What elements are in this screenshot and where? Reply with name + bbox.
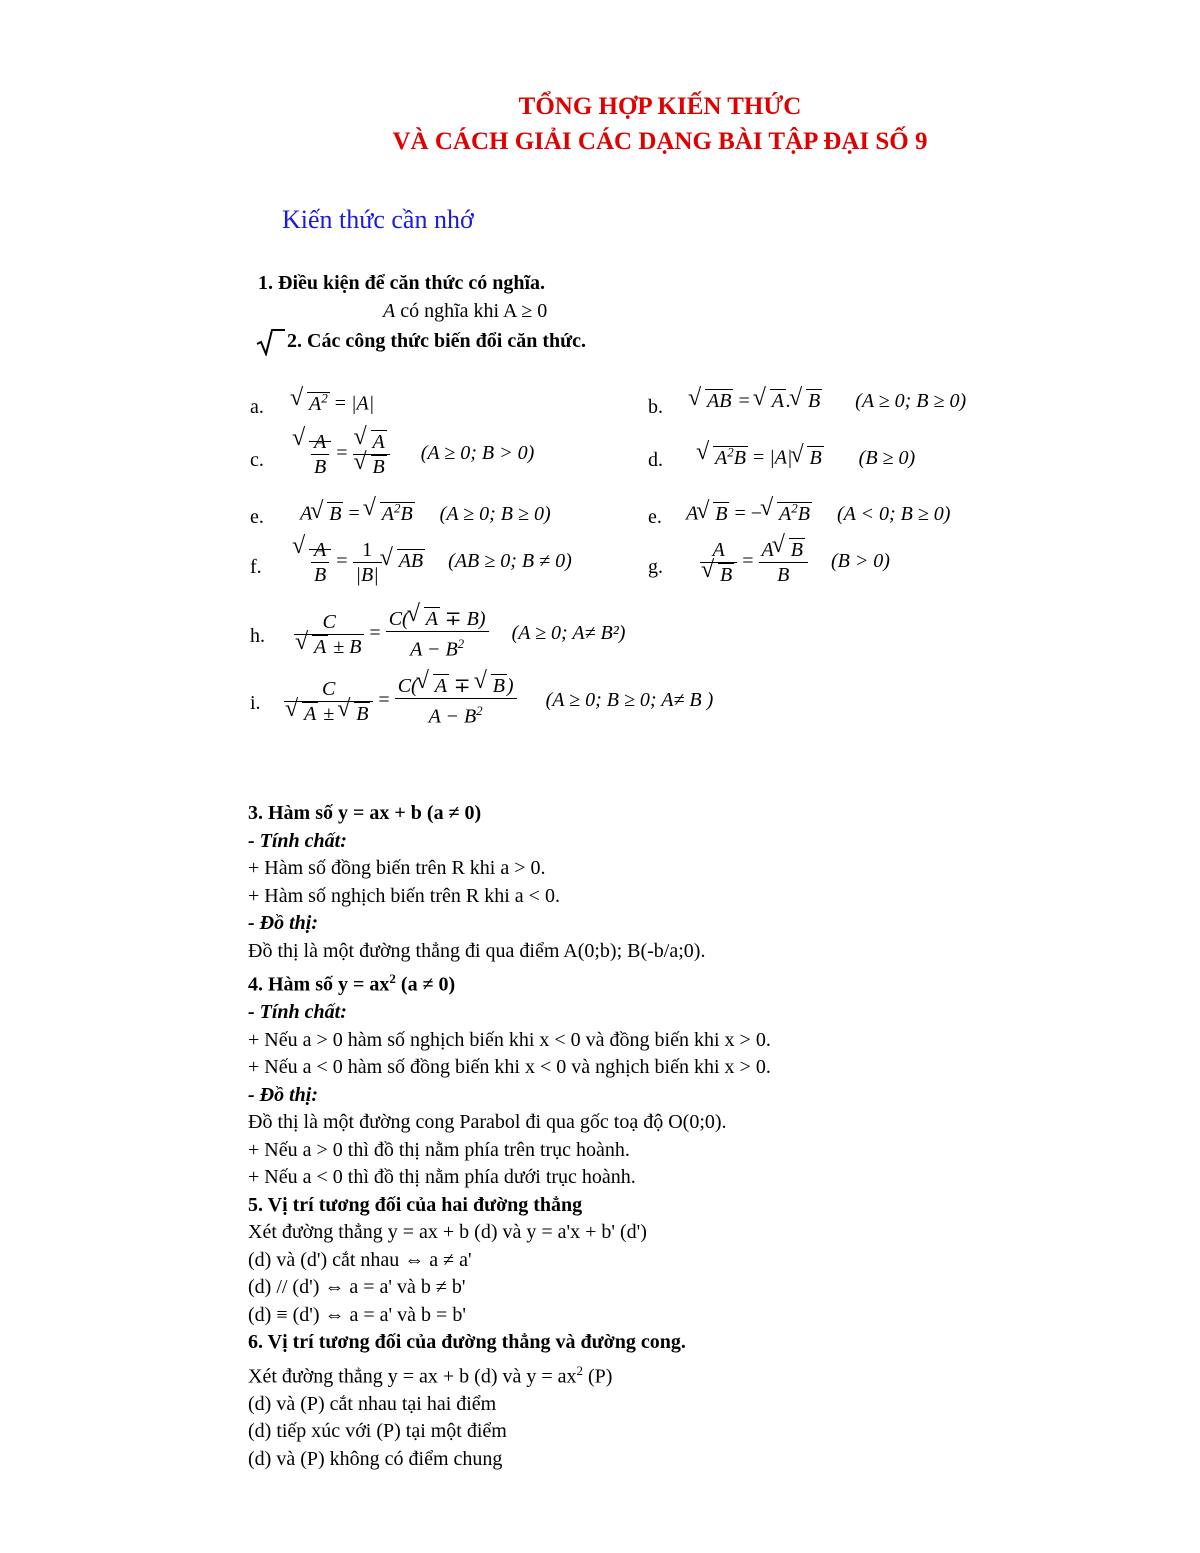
formula-label-e2: e. <box>648 506 662 528</box>
formula-e2: A√ B = −√ $A^2B$ (A < 0; B ≥ 0) <box>686 500 950 526</box>
section-4-graph-text: Đồ thị là một đường cong Parabol đi qua gốc toạ độ O(0;0). <box>248 1111 727 1134</box>
section-6-intro-post: (P) <box>583 1365 613 1388</box>
section-4-graph-1: + Nếu a > 0 thì đồ thị nằm phía trên trục hoành. <box>248 1138 630 1161</box>
body-text <box>248 800 1008 1473</box>
condition-c: (A ≥ 0; B > 0) <box>420 442 535 465</box>
section-5-line-3: (d) ≡ (d') ⇔ a = a' và b = b' <box>248 1303 466 1326</box>
section-5-line-2: (d) // (d') ⇔ a = a' và b ≠ b' <box>248 1276 466 1299</box>
section-3-properties-label: - Tính chất: <box>248 829 347 852</box>
subheading: Kiến thức cần nhớ <box>282 205 474 234</box>
formula-h: C √ A ± B = $\frac{C(√ A \mp B)}{A - B^2}$ (A ≥ 0; A≠ B²) <box>294 607 625 662</box>
formula-label-d: d. <box>648 449 663 471</box>
condition-text: có nghĩa khi A ≥ 0 <box>395 300 548 322</box>
section-4-heading-pre: 4. Hàm số y = ax <box>248 973 390 996</box>
condition-e2: (A < 0; B ≥ 0) <box>836 502 951 525</box>
formula-g: A √ B = $\frac{A√ B}{B}$ (B > 0) <box>700 538 890 587</box>
section-3-property-1: + Hàm số đồng biến trên R khi a > 0. <box>248 857 546 879</box>
formula-e1: A√ B = √ $A^2B$ (A ≥ 0; B ≥ 0) <box>300 500 551 526</box>
condition-f: (AB ≥ 0; B ≠ 0) <box>448 550 572 573</box>
formula-label-f: f. <box>250 556 262 578</box>
condition-e1: (A ≥ 0; B ≥ 0) <box>439 502 551 525</box>
section-3-graph-label: - Đồ thị: <box>248 912 318 934</box>
condition-g: (B > 0) <box>830 550 890 573</box>
formula-label-g: g. <box>648 556 663 578</box>
section-2-heading: 2. Các công thức biến đổi căn thức. <box>287 330 587 352</box>
section-3-property-2: + Hàm số nghịch biến trên R khi a < 0. <box>248 884 560 907</box>
section-4-graph-2: + Nếu a < 0 thì đồ thị nằm phía dưới trục hoành. <box>248 1166 636 1189</box>
formula-a: √ $A^2 = |A|$ <box>292 390 374 416</box>
section-6-intro <box>248 1357 1008 1391</box>
formula-f: √ $\frac{A}{B}$ = $\frac{1}{|B|}$ √ AB (AB ≥ 0; B ≠ 0) <box>294 538 572 587</box>
section-6-line-2: (d) tiếp xúc với (P) tại một điểm <box>248 1420 507 1443</box>
formula-b: √ AB = √ A .√ B (A ≥ 0; B ≥ 0) <box>690 390 966 413</box>
condition-b: (A ≥ 0; B ≥ 0) <box>855 390 967 412</box>
condition-h: (A ≥ 0; A≠ B²) <box>511 621 626 644</box>
formula-i: C √ A ± √ B = $\frac{C(√ A \mp √ B )}{A - B^2}$ (A ≥ 0; B ≥ 0; A≠ B ) <box>284 674 713 729</box>
formula-label-b: b. <box>648 396 663 418</box>
formula-d: √ $A^2B = |A|√$ B (B ≥ 0) <box>698 444 915 470</box>
sqrt-icon <box>255 328 285 361</box>
condition-d: (B ≥ 0) <box>858 446 916 469</box>
section-3-heading: 3. Hàm số y = ax + b (a ≠ 0) <box>248 802 482 824</box>
section-6-intro-pre: Xét đường thẳng y = ax + b (d) và y = ax <box>248 1365 577 1388</box>
section-6-heading: 6. Vị trí tương đối của đường thẳng và đường cong. <box>248 1331 686 1354</box>
section-4-properties-label: - Tính chất: <box>248 1001 347 1024</box>
condition-variable: A <box>383 300 396 322</box>
section-6-intro-sup: 2 <box>576 1362 584 1378</box>
section-5-heading: 5. Vị trí tương đối của hai đường thẳng <box>248 1193 583 1216</box>
formula-label-i: i. <box>250 692 261 714</box>
section-5-intro: Xét đường thẳng y = ax + b (d) và y = a'x + b' (d') <box>248 1221 647 1244</box>
formula-label-a: a. <box>250 396 264 418</box>
section-1-condition <box>383 300 547 323</box>
section-4-heading <box>248 965 1008 999</box>
section-4-graph-label: - Đồ thị: <box>248 1083 318 1106</box>
title-line-1: TỔNG HỢP KIẾN THỨC <box>518 93 802 120</box>
section-6-line-3: (d) và (P) không có điểm chung <box>248 1447 503 1470</box>
formula-label-c: c. <box>250 449 264 471</box>
title-line-2: VÀ CÁCH GIẢI CÁC DẠNG BÀI TẬP ĐẠI SỐ 9 <box>392 128 928 155</box>
section-4-heading-post: (a ≠ 0) <box>395 973 456 996</box>
formula-label-e1: e. <box>250 506 264 528</box>
section-4-heading-sup: 2 <box>389 971 396 986</box>
section-4-property-1: + Nếu a > 0 hàm số nghịch biến khi x < 0 và đồng biến khi x > 0. <box>248 1028 771 1051</box>
formula-c: √ $\frac{A}{B}$ = √ A √ B (A ≥ 0; B > 0) <box>294 430 534 479</box>
section-1-heading: 1. Điều kiện để căn thức có nghĩa. <box>258 272 546 294</box>
condition-i: (A ≥ 0; B ≥ 0; A≠ B ) <box>545 688 714 711</box>
section-3-graph-text: Đồ thị là một đường thẳng đi qua điểm A(0;b); B(-b/a;0). <box>248 939 706 962</box>
section-4-property-2: + Nếu a < 0 hàm số đồng biến khi x < 0 và nghịch biến khi x > 0. <box>248 1056 771 1079</box>
section-6-line-1: (d) và (P) cắt nhau tại hai điểm <box>248 1392 497 1415</box>
section-5-line-1: (d) và (d') cắt nhau ⇔ a ≠ a' <box>248 1248 472 1271</box>
formula-label-h: h. <box>250 625 265 647</box>
